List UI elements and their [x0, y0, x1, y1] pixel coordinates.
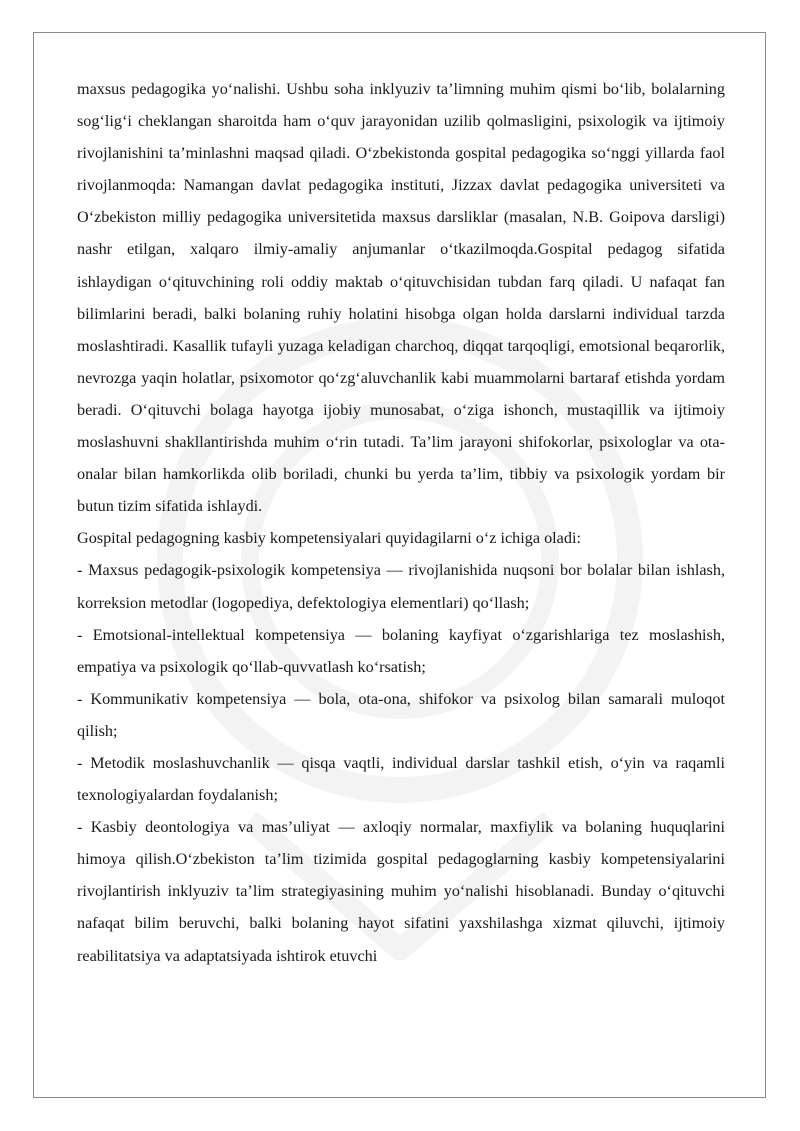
list-item-methodical-flexibility: - Metodik moslashuvchanlik — qisqa vaqtli, individual darslar tashkil etish, o‘yin va raqamli texnologiyalardan foydalanish;	[77, 753, 725, 805]
list-item-pedagogical-psychological: - Maxsus pedagogik-psixologik kompetensiya — rivojlanishida nuqsoni bor bolalar bilan ishlash, korreksion metodlar (logopediya, defektologiya elementlari) qo‘llash;	[77, 561, 725, 612]
paragraph-competencies-heading: Gospital pedagogning kasbiy kompetensiyalari quyidagilarni o‘z ichiga oladi:	[77, 529, 581, 548]
list-item-professional-deontology: - Kasbiy deontologiya va mas’uliyat — axloqiy normalar, maxfiylik va bolaning huquqlarini himoya qilish.O‘zbekiston ta’lim tizimida gospital pedagoglarning kasbiy kompetensiyalarini rivojlantirish inklyuziv ta’lim strategiyasining muhim yo‘nalishi hisoblanadi. Bunday o‘qituvchi nafaqat bilim beruvchi, balki bolaning hayot sifatini yaxshilashga xizmat qiluvchi, ijtimoiy reabilitatsiya va adaptatsiyada ishtirok etuvchi	[77, 818, 725, 965]
paragraph-intro: maxsus pedagogika yo‘nalishi. Ushbu soha inklyuziv ta’limning muhim qismi bo‘lib, bolalarning sog‘lig‘i cheklangan sharoitda ham o‘quv jarayonidan uzilib qolmasligini, psixologik va ijtimoiy rivojlanishini ta’minlashni maqsad qiladi. O‘zbekistonda gospital pedagogika so‘nggi yillarda faol rivojlanmoqda: Namangan davlat pedagogika instituti, Jizzax davlat pedagogika universiteti va O‘zbekiston milliy pedagogika universitetida maxsus darsliklar (masalan, N.B. Goipova darsligi) nashr etilgan, xalqaro ilmiy-amaliy anjumanlar o‘tkazilmoqda.Gospital pedagog sifatida ishlaydigan o‘qituvchining roli oddiy maktab o‘qituvchisidan tubdan farq qiladi. U nafaqat fan bilimlarini beradi, balki bolaning ruhiy holatini hisobga olgan holda darslarni individual tarzda moslashtiradi. Kasallik tufayli yuzaga keladigan charchoq, diqqat tarqoqligi, emotsional beqarorlik, nevrozga yaqin holatlar, psixomotor qo‘zg‘aluvchanlik kabi muammolarni bartaraf etishda yordam beradi. O‘qituvchi bolaga hayotga ijobiy munosabat, o‘ziga ishonch, mustaqillik va ijtimoiy moslashuvni shakllantirishda muhim o‘rin tutadi. Ta’lim jarayoni shifokorlar, psixologlar va ota-onalar bilan hamkorlikda olib boriladi, chunki bu yerda ta’lim, tibbiy va psixologik yordam bir butun tizim sifatida ishlaydi.	[77, 80, 725, 516]
list-item-emotional-intellectual: - Emotsional-intellektual kompetensiya — bolaning kayfiyat o‘zgarishlariga tez moslashish, empatiya va psixologik qo‘llab-quvvatlash ko‘rsatish;	[77, 625, 725, 676]
document-body	[77, 73, 725, 972]
list-item-communicative: - Kommunikativ kompetensiya — bola, ota-ona, shifokor va psixolog bilan samarali muloqot qilish;	[77, 689, 725, 740]
